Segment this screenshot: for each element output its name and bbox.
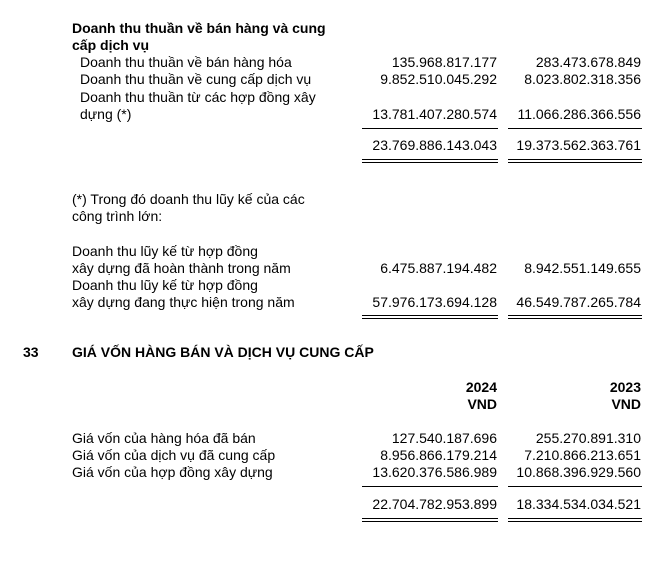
note-row-completed-label-line1: Doanh thu lũy kế từ hợp đồng (72, 243, 258, 259)
note-row-inprogress-label-line1: Doanh thu lũy kế từ hợp đồng (72, 277, 258, 293)
note-row-completed-2023: 8.942.551.149.655 (524, 260, 641, 276)
revenue-total-2024: 23.769.886.143.043 (372, 137, 497, 153)
cogs-total-double-rule-top-2024 (362, 518, 498, 519)
revenue-row-construction-2023: 11.066.286.366.556 (517, 106, 641, 122)
note-row-inprogress-label-line2: xây dựng đang thực hiện trong năm (72, 294, 295, 310)
cogs-subtotal-rule-2023 (508, 486, 642, 487)
revenue-row-goods-2024: 135.968.817.177 (391, 54, 497, 70)
cogs-col-2023-unit: VND (611, 396, 641, 412)
revenue-row-construction-2024: 13.781.407.280.574 (372, 106, 497, 122)
revenue-row-goods-label: Doanh thu thuần về bán hàng hóa (80, 54, 292, 70)
note-double-rule-top-2024 (362, 315, 498, 316)
note-row-inprogress-2024: 57.976.173.694.128 (372, 294, 497, 310)
note-double-rule-bottom-2024 (362, 318, 498, 319)
cogs-total-2023: 18.334.534.034.521 (516, 496, 641, 512)
cogs-section-number: 33 (23, 344, 39, 360)
revenue-total-double-rule-bottom-2023 (508, 162, 642, 163)
cogs-row-goods-2024: 127.540.187.696 (391, 430, 497, 446)
note-row-completed-label-line2: xây dựng đã hoàn thành trong năm (72, 260, 291, 276)
revenue-heading-line1: Doanh thu thuần về bán hàng và cung (72, 20, 326, 36)
note-double-rule-bottom-2023 (508, 318, 642, 319)
revenue-row-services-2024: 9.852.510.045.292 (380, 71, 497, 87)
revenue-total-2023: 19.373.562.363.761 (516, 137, 641, 153)
revenue-row-construction-label-line2: dựng (*) (80, 106, 132, 122)
note-row-completed-2024: 6.475.887.194.482 (380, 260, 497, 276)
cogs-row-services-2024: 8.956.866.179.214 (380, 447, 497, 463)
cogs-col-2024-year: 2024 (465, 379, 497, 395)
revenue-subtotal-rule-2023 (508, 128, 642, 129)
revenue-row-construction-label-line1: Doanh thu thuần từ các hợp đồng xây (80, 89, 316, 105)
cogs-subtotal-rule-2024 (362, 486, 498, 487)
revenue-total-double-rule-top-2023 (508, 159, 642, 160)
cogs-total-double-rule-bottom-2023 (508, 521, 642, 522)
note-row-inprogress-2023: 46.549.787.265.784 (516, 294, 641, 310)
revenue-total-double-rule-bottom-2024 (362, 162, 498, 163)
cogs-row-services-2023: 7.210.866.213.651 (524, 447, 641, 463)
revenue-row-services-label: Doanh thu thuần về cung cấp dịch vụ (80, 71, 312, 87)
revenue-row-services-2023: 8.023.802.318.356 (524, 71, 641, 87)
revenue-row-goods-2023: 283.473.678.849 (535, 54, 641, 70)
note-double-rule-top-2023 (508, 315, 642, 316)
cogs-row-construction-2023: 10.868.396.929.560 (516, 464, 641, 480)
note-line2: công trình lớn: (72, 208, 163, 224)
cogs-total-double-rule-bottom-2024 (362, 521, 498, 522)
cogs-col-2023-year: 2023 (609, 379, 641, 395)
cogs-total-double-rule-top-2023 (508, 518, 642, 519)
cogs-row-services-label: Giá vốn của dịch vụ đã cung cấp (72, 447, 276, 463)
cogs-section-title: GIÁ VỐN HÀNG BÁN VÀ DỊCH VỤ CUNG CẤP (72, 344, 374, 360)
cogs-row-construction-2024: 13.620.376.586.989 (372, 464, 497, 480)
revenue-heading-line2: cấp dịch vụ (72, 37, 150, 53)
revenue-total-double-rule-top-2024 (362, 159, 498, 160)
revenue-subtotal-rule-2024 (362, 128, 498, 129)
cogs-row-construction-label: Giá vốn của hợp đồng xây dựng (72, 464, 273, 480)
cogs-total-2024: 22.704.782.953.899 (372, 496, 497, 512)
cogs-col-2024-unit: VND (467, 396, 497, 412)
cogs-row-goods-label: Giá vốn của hàng hóa đã bán (72, 430, 256, 446)
cogs-row-goods-2023: 255.270.891.310 (535, 430, 641, 446)
note-line1: (*) Trong đó doanh thu lũy kế của các (72, 191, 305, 207)
